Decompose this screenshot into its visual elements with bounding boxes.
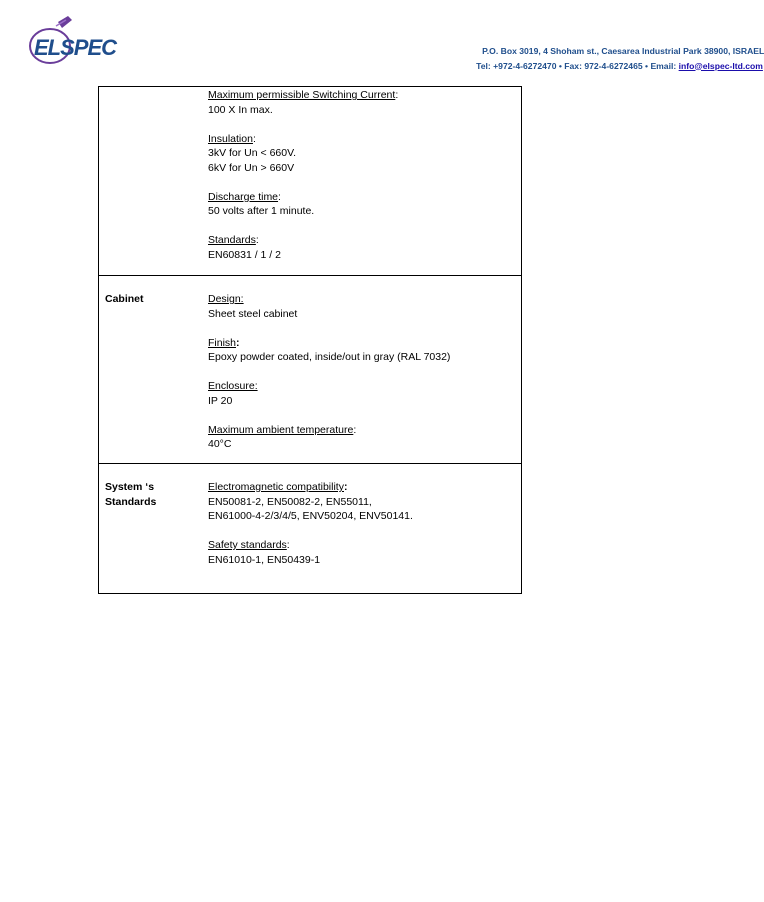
spec-item-value: EN50081-2, EN50082-2, EN55011, EN61000-4-2/3/4/5, ENV50204, ENV50141. — [208, 495, 413, 522]
row-label-system-standards: System ‘s Standards — [105, 481, 157, 508]
spec-item-title: Discharge time — [208, 190, 279, 203]
spec-item-title: Safety standards — [208, 539, 287, 551]
spec-item-sep: : — [353, 423, 357, 436]
spec-item-title: Finish — [208, 336, 237, 349]
spec-item-value: IP 20 — [208, 394, 233, 407]
spec-item-sep: : — [255, 234, 259, 246]
spec-item-sep: : — [236, 336, 240, 349]
spec-item-sep: : — [343, 481, 348, 493]
spec-item-sep: : — [252, 132, 256, 145]
spec-row-electrical — [99, 87, 521, 275]
spec-table — [98, 86, 522, 594]
spec-item — [208, 190, 521, 219]
spec-item-title: Insulation — [208, 132, 253, 145]
company-phone-line — [476, 59, 764, 74]
company-address: P.O. Box 3019, 4 Shoham st., Caesarea Industrial Park 38900, ISRAEL — [482, 46, 764, 56]
spec-item — [208, 336, 521, 365]
elspec-logo — [28, 14, 142, 70]
email-link[interactable]: info@elspec-ltd.com — [678, 60, 763, 71]
spec-item-title: Standards — [208, 234, 256, 246]
spec-item-value: 3kV for Un < 660V. 6kV for Un > 660V — [208, 147, 297, 174]
svg-text:ELSPEC: ELSPEC — [34, 35, 117, 60]
bullet-separator: • — [645, 60, 649, 71]
spec-item-value: Epoxy powder coated, inside/out in gray (RAL 7032) — [208, 351, 451, 363]
spec-item — [208, 538, 521, 567]
spec-item-value: 100 X In max. — [208, 103, 273, 116]
row-content — [208, 464, 521, 567]
spec-item-value: EN60831 / 1 / 2 — [208, 248, 281, 261]
spec-item-title: Electromagnetic compatibility — [208, 481, 344, 493]
spec-item-value: 40°C — [208, 438, 232, 450]
company-tel: Tel: +972-4-6272470 — [476, 60, 557, 71]
spec-item-sep: : — [278, 190, 281, 203]
spec-item — [208, 132, 521, 176]
spec-item — [208, 88, 521, 117]
row-content — [208, 276, 521, 452]
spec-item — [208, 480, 521, 524]
spec-item — [208, 292, 521, 321]
spec-row-cabinet — [99, 275, 521, 463]
company-contact — [476, 44, 764, 73]
spec-item-value: 50 volts after 1 minute. — [208, 205, 315, 217]
spec-item-title: Maximum ambient temperature — [208, 423, 354, 436]
row-label-cabinet: Cabinet — [105, 293, 144, 305]
spec-item-value: EN61010-1, EN50439-1 — [208, 553, 321, 566]
spec-row-system-standards — [99, 463, 521, 593]
spec-item-title: Design: — [208, 293, 244, 305]
spec-item — [208, 233, 521, 262]
company-fax: Fax: 972-4-6272465 — [564, 60, 643, 71]
spec-item-value: Sheet steel cabinet — [208, 307, 298, 320]
row-content — [208, 87, 521, 262]
spec-item — [208, 379, 521, 408]
spec-item-sep: : — [286, 539, 290, 551]
bullet-separator: • — [558, 60, 562, 71]
spec-item — [208, 423, 521, 452]
spec-item-sep: : — [395, 89, 399, 101]
spec-item-title: Enclosure: — [208, 380, 258, 392]
email-label: Email: — [650, 60, 677, 71]
spec-item-title: Maximum permissible Switching Current — [208, 89, 396, 101]
